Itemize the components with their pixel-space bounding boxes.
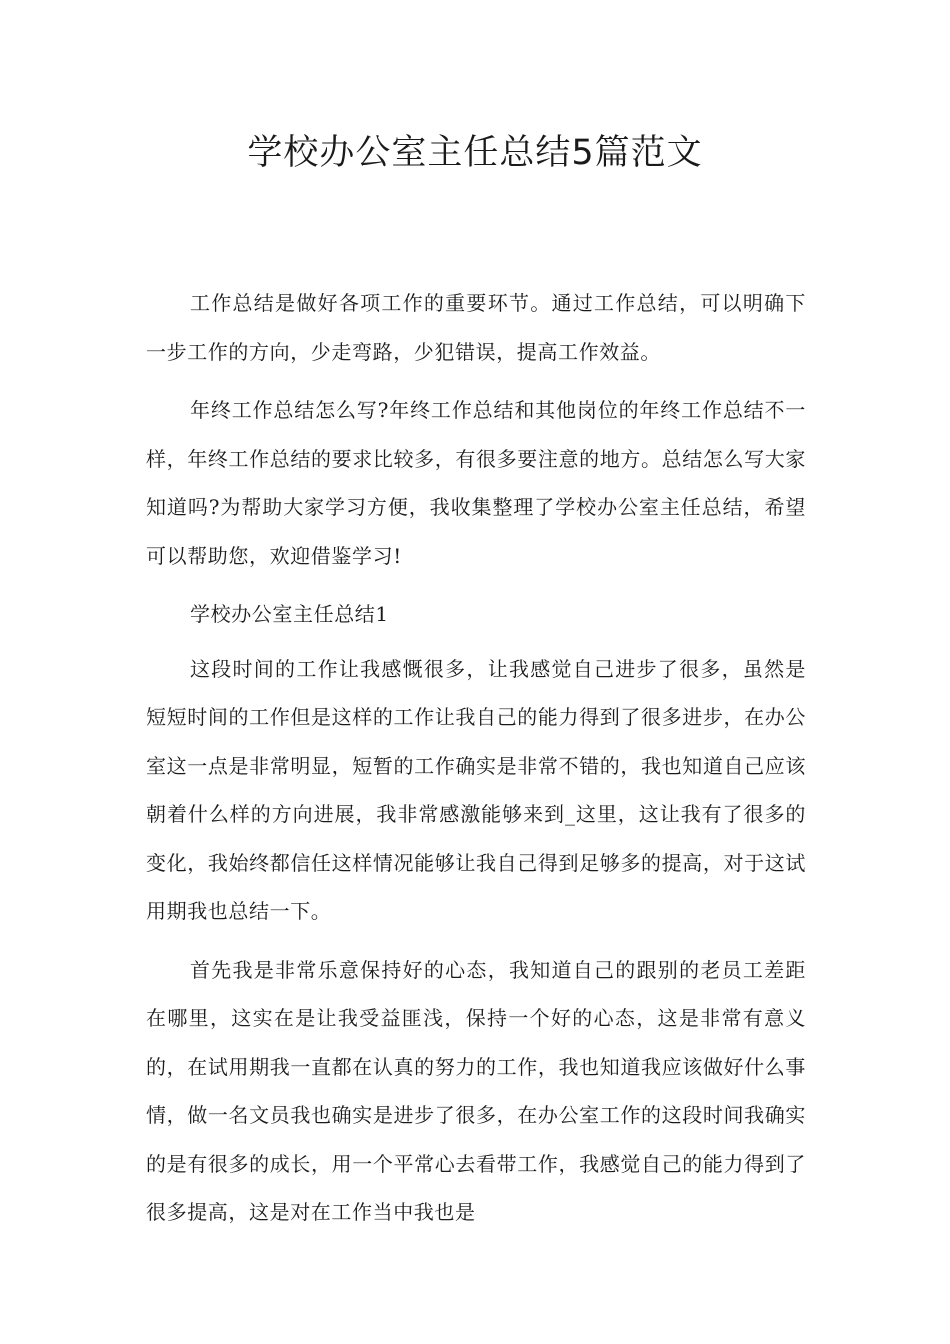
document-body [146,279,806,1247]
intro-paragraph: 工作总结是做好各项工作的重要环节。通过工作总结，可以明确下一步工作的方向，少走弯路，少犯错误，提高工作效益。 [146,291,806,364]
body-paragraph: 这段时间的工作让我感慨很多，让我感觉自己进步了很多，虽然是短短时间的工作但是这样的工作让我自己的能力得到了很多进步，在办公室这一点是非常明显，短暂的工作确实是非常不错的，我也知道自己应该朝着什么样的方向进展，我非常感激能够来到_这里，这让我有了很多的变化，我始终都信任这样情况能够让我自己得到足够多的提高，对于这试用期我也总结一下。 [146,656,806,923]
section-heading: 学校办公室主任总结1 [190,602,389,626]
body-paragraph-2: 首先我是非常乐意保持好的心态，我知道自己的跟别的老员工差距在哪里，这实在是让我受益匪浅，保持一个好的心态，这是非常有意义的，在试用期我一直都在认真的努力的工作，我也知道我应该做好什么事情，做一名文员我也确实是进步了很多，在办公室工作的这段时间我确实的是有很多的成长，用一个平常心去看带工作，我感觉自己的能力得到了很多提高，这是对在工作当中我也是 [146,957,806,1224]
document-title: 学校办公室主任总结5篇范文 [247,133,703,173]
intro-paragraph-2: 年终工作总结怎么写?年终工作总结和其他岗位的年终工作总结不一样，年终工作总结的要求比较多，有很多要注意的地方。总结怎么写大家知道吗?为帮助大家学习方便，我收集整理了学校办公室主任总结，希望可以帮助您，欢迎借鉴学习! [146,398,806,568]
